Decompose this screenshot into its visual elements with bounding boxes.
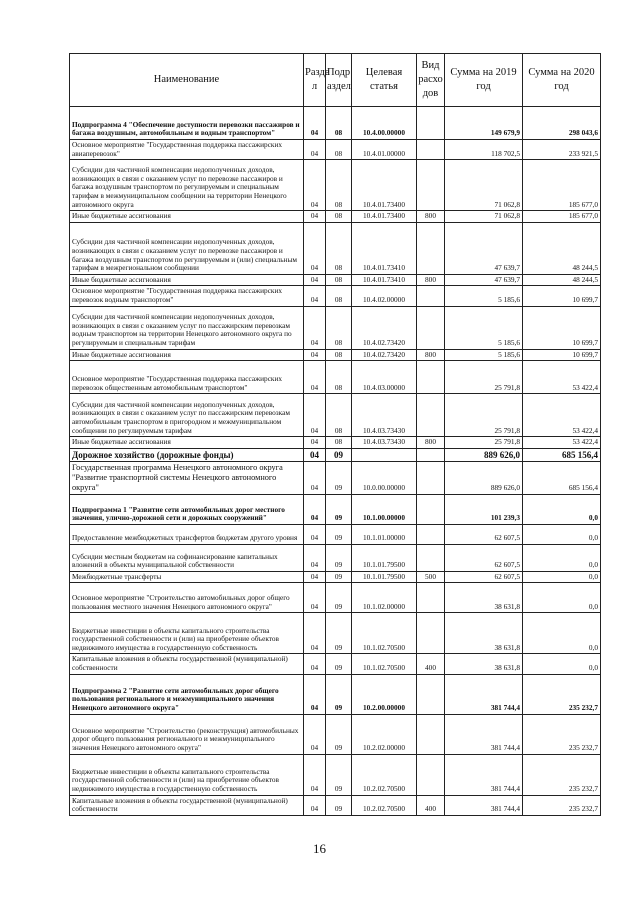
- cell-s20: 48 244,5: [523, 274, 601, 286]
- header-sum-2020: Сумма на 2020 год: [523, 54, 601, 107]
- cell-p: 09: [326, 494, 352, 524]
- cell-name: Подпрограмма 2 "Развитие сети автомобильных дорог общего пользования регионального и межмуниципального значения Ненецкого автономного округа": [70, 674, 304, 714]
- cell-p: 09: [326, 613, 352, 654]
- cell-cs: 10.2.02.70500: [352, 754, 417, 795]
- table-row: [70, 306, 601, 349]
- cell-name: Бюджетные инвестиции в объекты капитального строительства государственной собственности и (или) на приобретение объектов недвижимого имущества в государственную собственность: [70, 613, 304, 654]
- cell-cs: 10.1.01.79500: [352, 571, 417, 583]
- cell-cs: 10.1.02.70500: [352, 654, 417, 674]
- cell-cs: 10.4.03.73430: [352, 437, 417, 449]
- cell-name: Субсидии для частичной компенсации недополученных доходов, возникающих в связи с оказанием услуг по пассажирским перевозкам водным транспортом на территории Ненецкого автономного округа по регулируемым и специальным тарифам: [70, 306, 304, 349]
- cell-s19: 118 702,5: [445, 140, 523, 160]
- table-row: [70, 361, 601, 394]
- cell-p: 08: [326, 361, 352, 394]
- cell-vr: [417, 613, 445, 654]
- cell-cs: 10.4.02.00000: [352, 286, 417, 306]
- cell-s20: 10 699,7: [523, 306, 601, 349]
- cell-cs: 10.4.01.73410: [352, 222, 417, 274]
- cell-vr: 800: [417, 437, 445, 449]
- table-row: [70, 222, 601, 274]
- table-row: [70, 140, 601, 160]
- cell-s19: 62 607,5: [445, 544, 523, 571]
- cell-s19: 5 185,6: [445, 349, 523, 361]
- cell-vr: 500: [417, 571, 445, 583]
- table-row: [70, 795, 601, 815]
- cell-name: Капитальные вложения в объекты государственной (муниципальной) собственности: [70, 795, 304, 815]
- cell-vr: [417, 524, 445, 544]
- cell-r: 04: [304, 361, 326, 394]
- budget-table: [69, 53, 601, 816]
- cell-s19: 381 744,4: [445, 754, 523, 795]
- cell-s20: 10 699,7: [523, 286, 601, 306]
- cell-s19: 47 639,7: [445, 274, 523, 286]
- table-row: [70, 448, 601, 461]
- cell-r: 04: [304, 160, 326, 211]
- cell-cs: 10.2.02.70500: [352, 795, 417, 815]
- cell-r: 04: [304, 461, 326, 494]
- cell-name: Дорожное хозяйство (дорожные фонды): [70, 448, 304, 461]
- cell-s19: 62 607,5: [445, 571, 523, 583]
- cell-r: 04: [304, 394, 326, 437]
- cell-p: 09: [326, 461, 352, 494]
- cell-cs: 10.4.03.73430: [352, 394, 417, 437]
- cell-s19: 5 185,6: [445, 286, 523, 306]
- cell-p: 08: [326, 107, 352, 140]
- cell-p: 08: [326, 274, 352, 286]
- table-row: [70, 613, 601, 654]
- cell-p: 08: [326, 222, 352, 274]
- cell-s19: 381 744,4: [445, 714, 523, 754]
- cell-p: 09: [326, 544, 352, 571]
- table-row: [70, 654, 601, 674]
- cell-vr: [417, 674, 445, 714]
- cell-r: 04: [304, 349, 326, 361]
- table-row: [70, 107, 601, 140]
- cell-s19: 25 791,8: [445, 361, 523, 394]
- cell-p: 08: [326, 437, 352, 449]
- cell-r: 04: [304, 286, 326, 306]
- cell-p: 08: [326, 394, 352, 437]
- cell-name: Подпрограмма 4 "Обеспечение доступности перевозки пассажиров и багажа воздушным, автомобильным и водным транспортом": [70, 107, 304, 140]
- table-row: [70, 349, 601, 361]
- cell-s19: 889 626,0: [445, 448, 523, 461]
- cell-r: 04: [304, 437, 326, 449]
- cell-cs: 10.4.03.00000: [352, 361, 417, 394]
- header-subsection: Подр аздел: [326, 54, 352, 107]
- table-body: [70, 107, 601, 816]
- cell-p: 09: [326, 448, 352, 461]
- cell-r: 04: [304, 674, 326, 714]
- cell-vr: [417, 306, 445, 349]
- cell-name: Бюджетные инвестиции в объекты капитального строительства государственной собственности и (или) на приобретение объектов недвижимого имущества в государственную собственность: [70, 754, 304, 795]
- cell-name: Иные бюджетные ассигнования: [70, 437, 304, 449]
- cell-p: 09: [326, 754, 352, 795]
- cell-r: 04: [304, 222, 326, 274]
- cell-r: 04: [304, 714, 326, 754]
- cell-s19: 149 679,9: [445, 107, 523, 140]
- cell-name: Предоставление межбюджетных трансфертов бюджетам другого уровня: [70, 524, 304, 544]
- cell-s20: 0,0: [523, 544, 601, 571]
- header-section: Разде л: [304, 54, 326, 107]
- cell-s19: 71 062,8: [445, 160, 523, 211]
- cell-cs: 10.4.01.73400: [352, 211, 417, 223]
- cell-r: 04: [304, 448, 326, 461]
- cell-s20: 53 422,4: [523, 394, 601, 437]
- cell-cs: 10.4.01.73400: [352, 160, 417, 211]
- cell-s20: 233 921,5: [523, 140, 601, 160]
- cell-vr: 400: [417, 795, 445, 815]
- cell-s19: 38 631,8: [445, 583, 523, 613]
- cell-name: Основное мероприятие "Государственная поддержка пассажирских авиаперевозок": [70, 140, 304, 160]
- table-row: [70, 160, 601, 211]
- table-row: [70, 494, 601, 524]
- cell-name: Подпрограмма 1 "Развитие сети автомобильных дорог местного значения, улично-дорожной сети и дорожных сооружений": [70, 494, 304, 524]
- cell-name: Основное мероприятие "Государственная поддержка пассажирских перевозок общественным автомобильным транспортом": [70, 361, 304, 394]
- table-row: [70, 544, 601, 571]
- cell-r: 04: [304, 306, 326, 349]
- cell-s20: 185 677,0: [523, 211, 601, 223]
- cell-name: Капитальные вложения в объекты государственной (муниципальной) собственности: [70, 654, 304, 674]
- header-expense-type: Вид расхо дов: [417, 54, 445, 107]
- cell-name: Основное мероприятие "Строительство (реконструкция) автомобильных дорог общего пользования регионального и межмуниципального значения Ненецкого автономного округа": [70, 714, 304, 754]
- cell-s19: 38 631,8: [445, 613, 523, 654]
- cell-p: 08: [326, 211, 352, 223]
- cell-s20: 0,0: [523, 494, 601, 524]
- cell-r: 04: [304, 571, 326, 583]
- cell-cs: 10.0.00.00000: [352, 461, 417, 494]
- cell-s20: 235 232,7: [523, 714, 601, 754]
- cell-p: 09: [326, 674, 352, 714]
- cell-vr: [417, 107, 445, 140]
- cell-s20: 685 156,4: [523, 461, 601, 494]
- cell-vr: [417, 544, 445, 571]
- cell-r: 04: [304, 274, 326, 286]
- cell-name: Основное мероприятие "Государственная поддержка пассажирских перевозок водным транспортом": [70, 286, 304, 306]
- cell-p: 08: [326, 140, 352, 160]
- cell-p: 09: [326, 524, 352, 544]
- table-row: [70, 286, 601, 306]
- cell-cs: 10.1.00.00000: [352, 494, 417, 524]
- cell-vr: [417, 286, 445, 306]
- cell-name: Субсидии для частичной компенсации недополученных доходов, возникающих в связи с оказанием услуг по перевозке пассажиров и багажа воздушным транспортом по регулируемым и (или) специальным тарифам в межрегиональном сообщении: [70, 222, 304, 274]
- cell-name: Иные бюджетные ассигнования: [70, 211, 304, 223]
- cell-cs: 10.1.01.79500: [352, 544, 417, 571]
- cell-vr: [417, 461, 445, 494]
- cell-cs: 10.1.02.70500: [352, 613, 417, 654]
- cell-vr: [417, 448, 445, 461]
- cell-vr: [417, 160, 445, 211]
- cell-name: Иные бюджетные ассигнования: [70, 274, 304, 286]
- table-row: [70, 714, 601, 754]
- cell-cs: [352, 448, 417, 461]
- cell-r: 04: [304, 544, 326, 571]
- cell-cs: 10.2.02.00000: [352, 714, 417, 754]
- cell-s19: 25 791,8: [445, 394, 523, 437]
- cell-cs: 10.2.00.00000: [352, 674, 417, 714]
- cell-name: Иные бюджетные ассигнования: [70, 349, 304, 361]
- cell-s20: 298 043,6: [523, 107, 601, 140]
- table-row: [70, 394, 601, 437]
- cell-s20: 0,0: [523, 571, 601, 583]
- cell-name: Государственная программа Ненецкого автономного округа "Развитие транспортной системы Ненецкого автономного округа": [70, 461, 304, 494]
- cell-s20: 0,0: [523, 524, 601, 544]
- cell-cs: 10.1.02.00000: [352, 583, 417, 613]
- cell-s20: 235 232,7: [523, 674, 601, 714]
- cell-cs: 10.4.02.73420: [352, 349, 417, 361]
- cell-s19: 25 791,8: [445, 437, 523, 449]
- header-sum-2019: Сумма на 2019 год: [445, 54, 523, 107]
- cell-vr: [417, 714, 445, 754]
- cell-s20: 235 232,7: [523, 795, 601, 815]
- cell-s20: 685 156,4: [523, 448, 601, 461]
- cell-s19: 38 631,8: [445, 654, 523, 674]
- table-row: [70, 211, 601, 223]
- cell-s20: 0,0: [523, 654, 601, 674]
- cell-r: 04: [304, 613, 326, 654]
- table-row: [70, 524, 601, 544]
- table-row: [70, 461, 601, 494]
- cell-r: 04: [304, 140, 326, 160]
- cell-name: Основное мероприятие "Строительство автомобильных дорог общего пользования местного значения Ненецкого автономного округа": [70, 583, 304, 613]
- cell-name: Субсидии местным бюджетам на софинансирование капитальных вложений в объекты муниципальной собственности: [70, 544, 304, 571]
- cell-s19: 47 639,7: [445, 222, 523, 274]
- cell-s19: 889 626,0: [445, 461, 523, 494]
- cell-r: 04: [304, 107, 326, 140]
- table-row: [70, 583, 601, 613]
- table-row: [70, 754, 601, 795]
- cell-cs: 10.1.01.00000: [352, 524, 417, 544]
- cell-s20: 0,0: [523, 583, 601, 613]
- cell-p: 09: [326, 654, 352, 674]
- cell-s20: 10 699,7: [523, 349, 601, 361]
- cell-r: 04: [304, 211, 326, 223]
- page-number: 16: [313, 841, 326, 856]
- cell-s20: 53 422,4: [523, 437, 601, 449]
- table-row: [70, 571, 601, 583]
- cell-p: 08: [326, 306, 352, 349]
- header-name: Наименование: [70, 54, 304, 107]
- cell-vr: 800: [417, 349, 445, 361]
- cell-name: Межбюджетные трансферты: [70, 571, 304, 583]
- cell-vr: [417, 583, 445, 613]
- cell-cs: 10.4.01.00000: [352, 140, 417, 160]
- cell-p: 09: [326, 571, 352, 583]
- table-header-row: [70, 54, 601, 107]
- cell-p: 09: [326, 714, 352, 754]
- cell-vr: 400: [417, 654, 445, 674]
- header-target: Целевая статья: [352, 54, 417, 107]
- cell-vr: 800: [417, 211, 445, 223]
- cell-r: 04: [304, 795, 326, 815]
- cell-vr: [417, 222, 445, 274]
- cell-r: 04: [304, 583, 326, 613]
- cell-r: 04: [304, 754, 326, 795]
- cell-s20: 53 422,4: [523, 361, 601, 394]
- table-row: [70, 437, 601, 449]
- cell-r: 04: [304, 524, 326, 544]
- cell-s20: 0,0: [523, 613, 601, 654]
- cell-vr: 800: [417, 274, 445, 286]
- cell-r: 04: [304, 654, 326, 674]
- cell-p: 08: [326, 160, 352, 211]
- cell-s20: 235 232,7: [523, 754, 601, 795]
- cell-p: 08: [326, 349, 352, 361]
- cell-p: 08: [326, 286, 352, 306]
- cell-name: Субсидии для частичной компенсации недополученных доходов, возникающих в связи с оказанием услуг по пассажирским перевозкам автомобильным транспортом в пригородном и межмуниципальном сообщении по регулируемым тарифам: [70, 394, 304, 437]
- cell-cs: 10.4.01.73410: [352, 274, 417, 286]
- cell-s19: 71 062,8: [445, 211, 523, 223]
- cell-vr: [417, 754, 445, 795]
- cell-s20: 185 677,0: [523, 160, 601, 211]
- cell-name: Субсидии для частичной компенсации недополученных доходов, возникающих в связи с оказанием услуг по перевозке пассажиров и багажа воздушным транспортом по регулируемым и специальным тарифам в межмуниципальном сообщении на территории Ненецкого автономного округа: [70, 160, 304, 211]
- cell-cs: 10.4.02.73420: [352, 306, 417, 349]
- cell-vr: [417, 494, 445, 524]
- cell-p: 09: [326, 583, 352, 613]
- cell-s19: 381 744,4: [445, 795, 523, 815]
- cell-s19: 62 607,5: [445, 524, 523, 544]
- cell-s19: 5 185,6: [445, 306, 523, 349]
- cell-vr: [417, 394, 445, 437]
- cell-s20: 48 244,5: [523, 222, 601, 274]
- cell-s19: 101 239,3: [445, 494, 523, 524]
- table-row: [70, 674, 601, 714]
- cell-r: 04: [304, 494, 326, 524]
- cell-vr: [417, 140, 445, 160]
- cell-p: 09: [326, 795, 352, 815]
- cell-s19: 381 744,4: [445, 674, 523, 714]
- table-row: [70, 274, 601, 286]
- cell-cs: 10.4.00.00000: [352, 107, 417, 140]
- cell-vr: [417, 361, 445, 394]
